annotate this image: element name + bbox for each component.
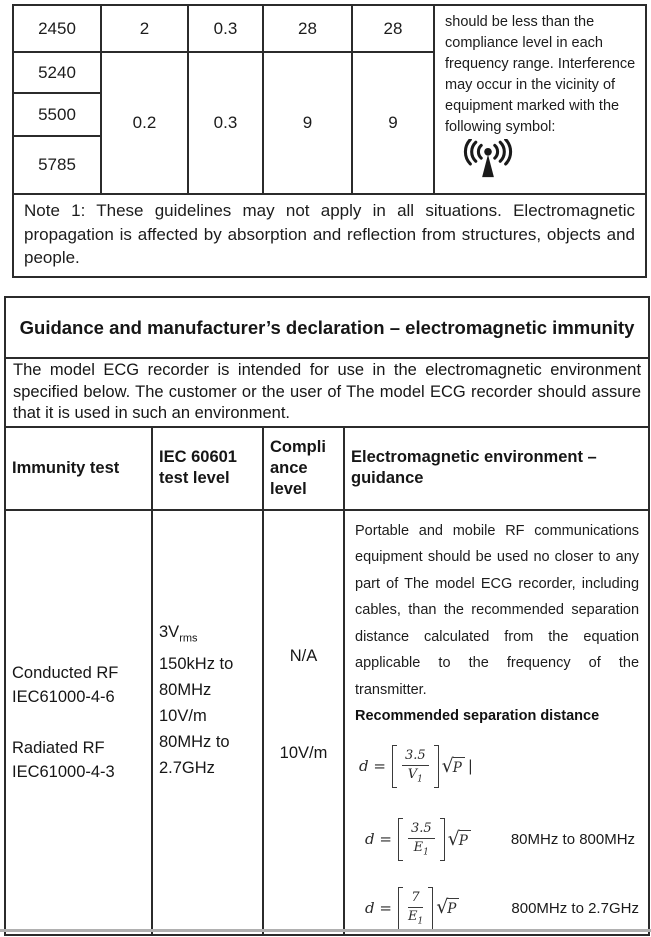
- page-bottom-edge: [0, 929, 651, 932]
- radicand: P: [447, 898, 459, 917]
- intro-row: [5, 358, 649, 427]
- column-header-environment-guidance: Electromagnetic environment – guidance: [344, 427, 649, 510]
- separation-distance-heading: Recommended separation distance: [355, 708, 600, 724]
- test-level-line: 80MHz: [159, 680, 212, 699]
- rf-frequency-table: [12, 4, 647, 278]
- note-1-text: Note 1: These guidelines may not apply in all situations. Electromagnetic propagation is affected by absorption and reflection from structures, objects and people.: [13, 194, 646, 277]
- header-line: level: [270, 479, 307, 498]
- test-level-line: 80MHz to: [159, 732, 230, 751]
- environment-guidance-cell: [344, 510, 649, 935]
- separation-formula-e1-high: [365, 887, 639, 930]
- compliance-value: 10V/m: [279, 743, 328, 762]
- formula-trailing-bar: |: [467, 757, 473, 776]
- header-line: IEC 60601: [159, 448, 237, 466]
- guidance-paragraph: Portable and mobile RF communications equipment should be used no closer to any part of The model ECG recorder, including cables, than the recommended separation distance calculated from the equation applicable to the frequency of the transmitter.: [355, 522, 640, 698]
- square-root-term: [436, 898, 459, 918]
- frequency-cell: 5785: [13, 136, 101, 194]
- merged-value-cell: 0.2: [101, 52, 188, 194]
- value-cell: 2: [101, 5, 188, 52]
- denominator: $V_1$: [407, 766, 423, 785]
- test-name: Conducted RF: [12, 663, 119, 682]
- radicand: P: [453, 757, 465, 776]
- test-level-line: 150kHz to: [159, 654, 234, 673]
- title-row: [5, 297, 649, 358]
- formula-bracket-term: [398, 818, 471, 861]
- table-intro-text: The model ECG recorder is intended for use in the electromagnetic environment specified below. The customer or the user of The model ECG recorder should assure that it is used in such an environment.: [5, 358, 649, 427]
- fraction: [403, 818, 440, 861]
- non-ionizing-radiation-icon: [459, 139, 517, 179]
- test-level-line: $3V_{rms}$: [159, 622, 198, 644]
- data-row: [5, 510, 649, 935]
- value-cell: 28: [352, 5, 434, 52]
- frequency-cell: 2450: [13, 5, 101, 52]
- compliance-note-text: should be less than the compliance level in each frequency range. Interference may occur in the vicinity of equipment marked with the following symbol:: [445, 14, 636, 135]
- formula-lhs: d =: [365, 830, 392, 849]
- radical-sign: √: [441, 754, 454, 777]
- numerator: 3.5: [408, 821, 435, 839]
- conducted-rf-group: [12, 661, 149, 709]
- square-root-term: [441, 754, 465, 777]
- right-bracket: [428, 887, 433, 930]
- denominator: $E_1$: [413, 839, 429, 858]
- radical-sign: √: [436, 896, 449, 919]
- test-standard: IEC61000-4-6: [12, 687, 115, 706]
- compliance-level-cell: [263, 510, 344, 935]
- column-header-compliance-level: [263, 427, 344, 510]
- separation-formula-v1: [359, 745, 639, 788]
- frequency-cell: 5500: [13, 93, 101, 136]
- right-bracket: [434, 745, 439, 788]
- fraction: [403, 887, 428, 930]
- test-standard: IEC61000-4-3: [12, 762, 115, 781]
- test-level-line: 2.7GHz: [159, 758, 215, 777]
- column-header-iec-test-level: [152, 427, 263, 510]
- formula-bracket-term: [392, 745, 465, 788]
- table-row: [13, 5, 646, 52]
- frequency-cell: 5240: [13, 52, 101, 93]
- formula-lhs: d =: [365, 899, 392, 918]
- merged-value-cell: 0.3: [188, 52, 263, 194]
- compliance-note-cell: [434, 5, 646, 194]
- immunity-test-cell: [5, 510, 152, 935]
- test-level-cell: [152, 510, 263, 935]
- radicand: P: [459, 830, 471, 849]
- test-name: Radiated RF: [12, 738, 105, 757]
- header-line: Compli: [270, 437, 326, 456]
- merged-value-cell: 9: [352, 52, 434, 194]
- header-row: [5, 427, 649, 510]
- electromagnetic-immunity-table: [4, 296, 650, 936]
- note-row: [13, 194, 646, 277]
- merged-value-cell: 9: [263, 52, 352, 194]
- square-root-term: [447, 827, 471, 850]
- formula-lhs: d =: [359, 757, 386, 776]
- fraction: [397, 745, 434, 788]
- test-level-line: 10V/m: [159, 706, 207, 725]
- right-bracket: [440, 818, 445, 861]
- value-cell: 28: [263, 5, 352, 52]
- radical-sign: √: [447, 827, 460, 850]
- compliance-value: N/A: [289, 646, 318, 665]
- denominator: $E_1$: [407, 908, 424, 927]
- separation-formula-e1-low: [365, 818, 639, 861]
- column-header-immunity-test: Immunity test: [5, 427, 152, 510]
- table-title: Guidance and manufacturer’s declaration – electromagnetic immunity: [5, 297, 649, 358]
- numerator: 3.5: [402, 748, 429, 766]
- radiated-rf-group: [12, 736, 149, 784]
- value-cell: 0.3: [188, 5, 263, 52]
- header-line: test level: [159, 469, 230, 487]
- frequency-range-label: 80MHz to 800MHz: [510, 830, 636, 848]
- frequency-range-label: 800MHz to 2.7GHz: [511, 899, 639, 917]
- header-line: ance: [270, 458, 308, 477]
- formula-bracket-term: [398, 887, 459, 930]
- subscript-rms: rms: [179, 631, 198, 644]
- numerator: 7: [408, 890, 422, 908]
